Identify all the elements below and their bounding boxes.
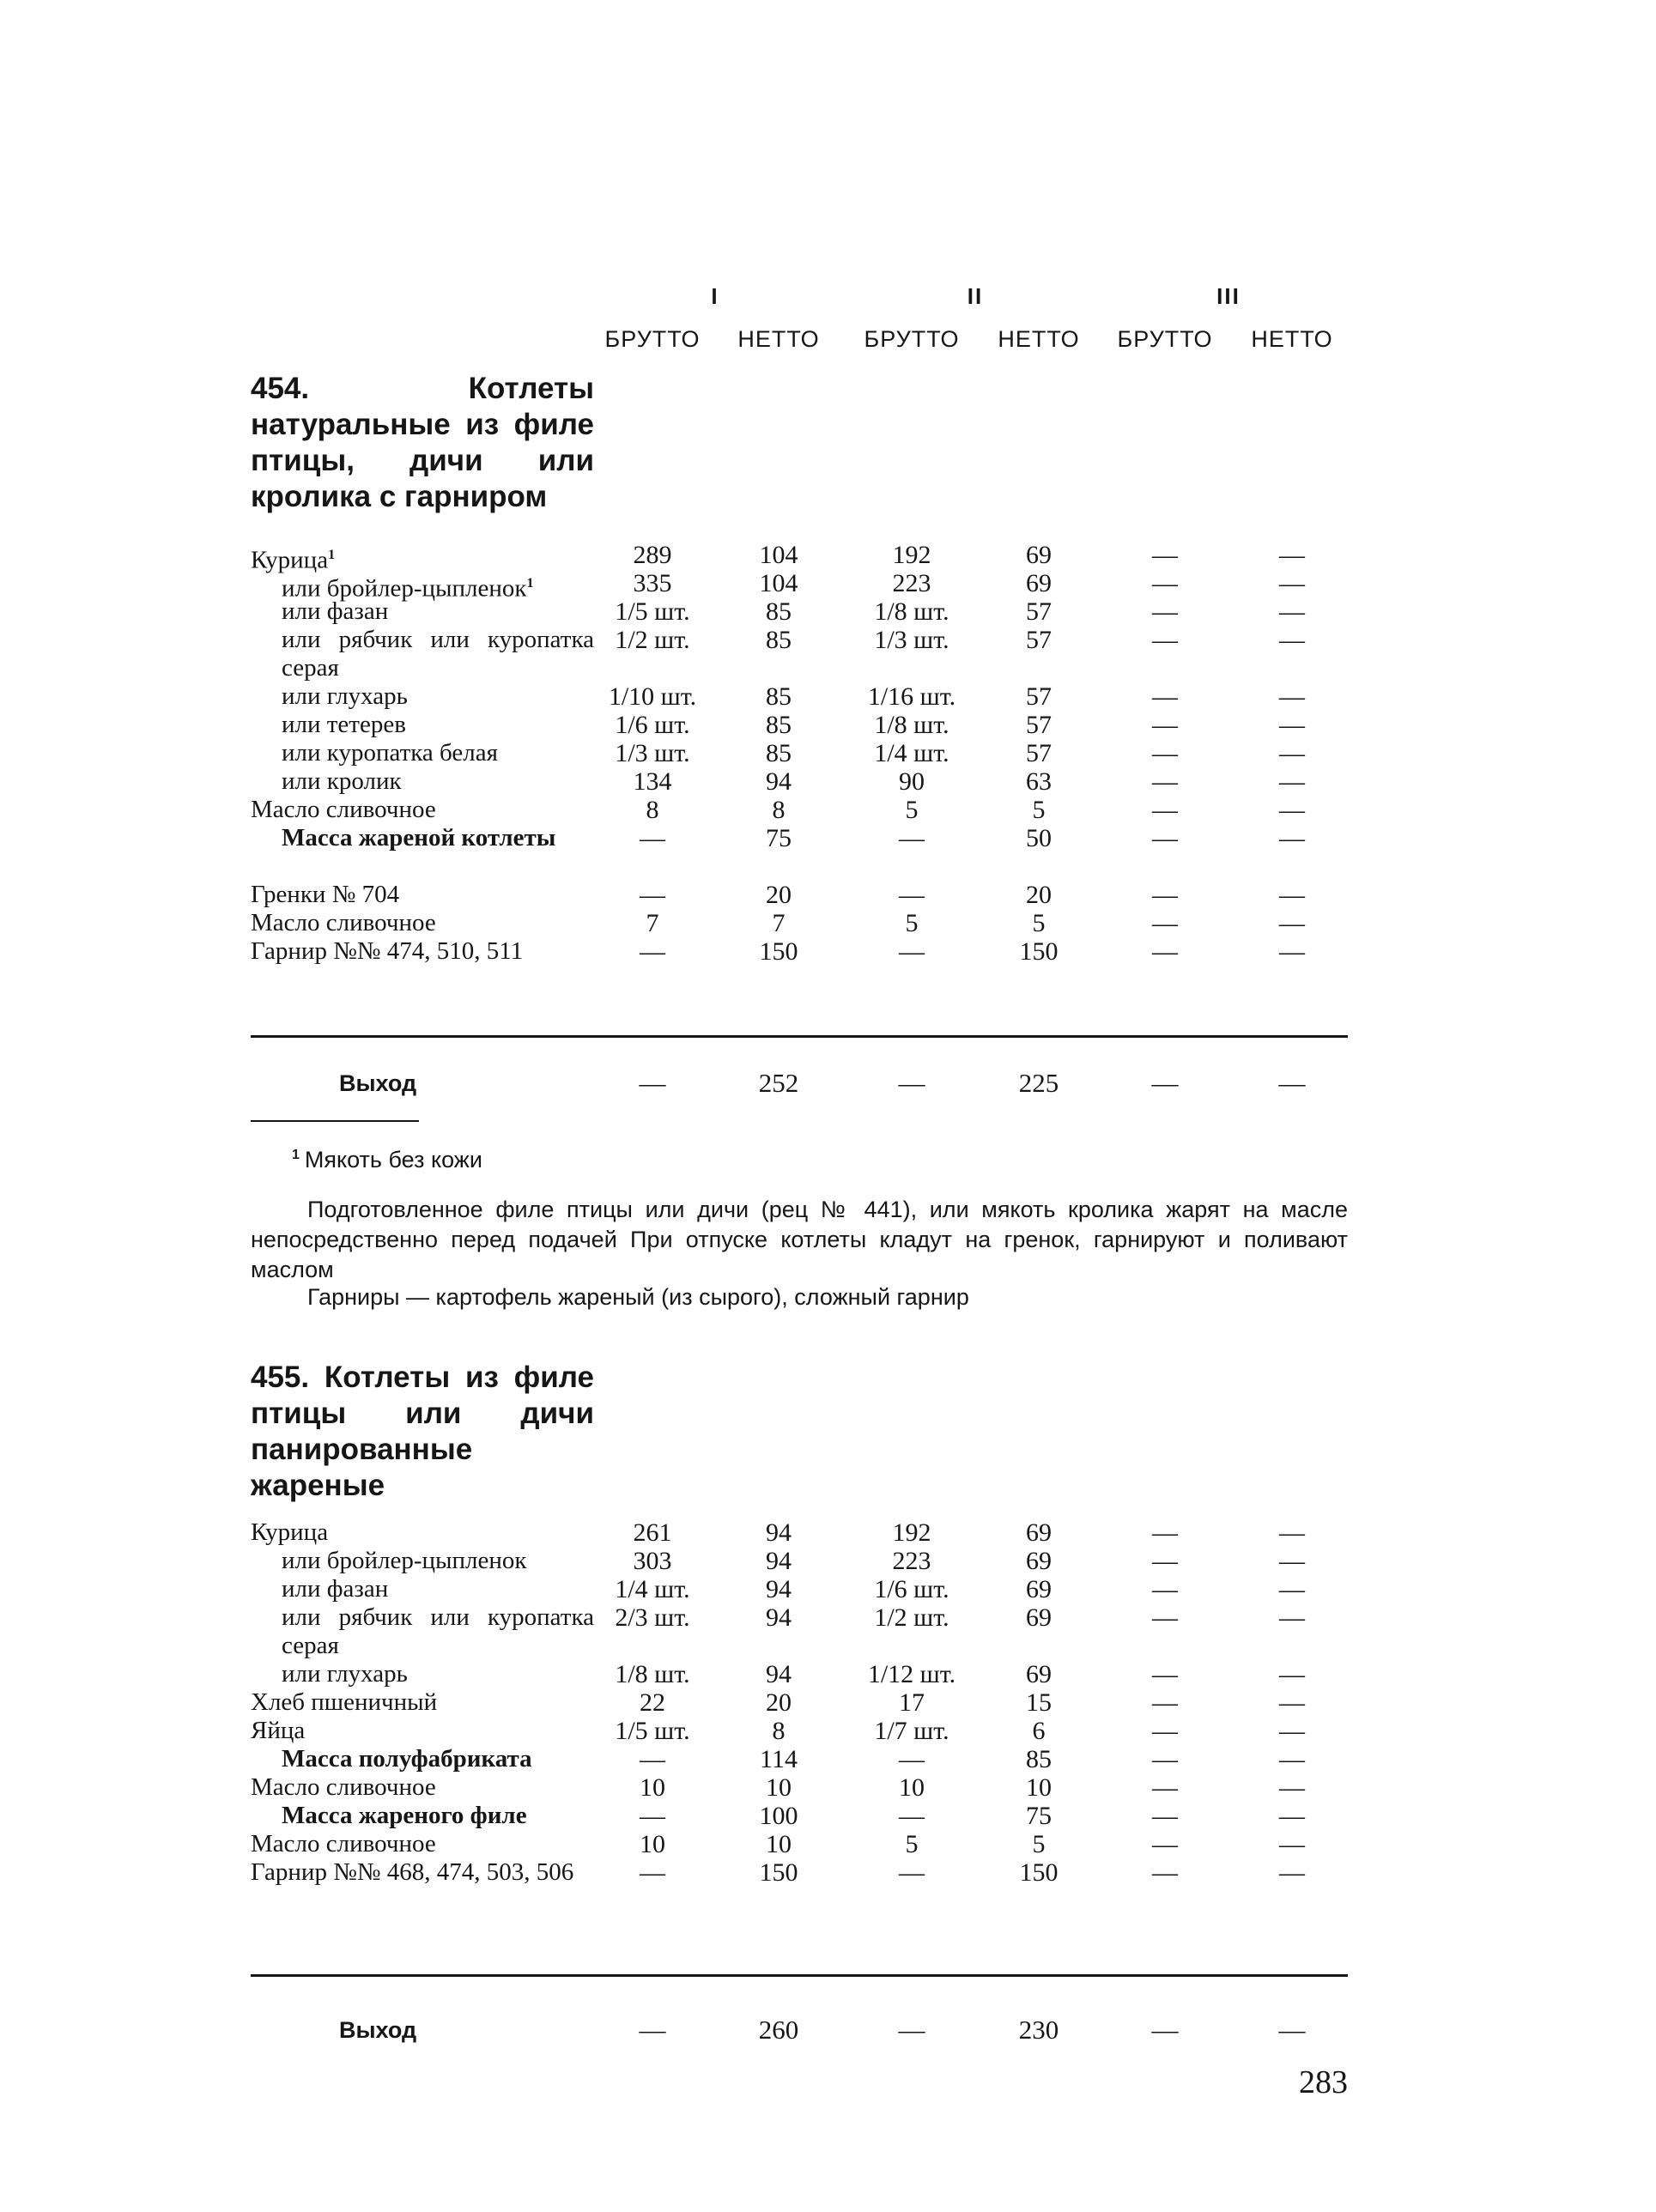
net-3: — xyxy=(1279,569,1305,597)
table-row xyxy=(0,541,1656,574)
gross-2: 1/16 шт. xyxy=(867,682,956,711)
gross-2: 192 xyxy=(892,541,931,569)
net-1: 114 xyxy=(760,1745,798,1773)
gross-3: — xyxy=(1152,796,1178,824)
column-header: БРУТТО xyxy=(604,326,701,352)
gross-1: — xyxy=(640,881,665,909)
net-3: — xyxy=(1279,937,1305,966)
output-gross-3: — xyxy=(1151,2015,1179,2045)
gross-3: — xyxy=(1152,1575,1178,1603)
gross-3: — xyxy=(1152,1603,1178,1632)
gross-3: — xyxy=(1152,1830,1178,1858)
gross-2: — xyxy=(899,881,925,909)
gross-2: — xyxy=(899,1745,925,1773)
net-1: 104 xyxy=(759,569,798,597)
net-3: — xyxy=(1279,1688,1305,1717)
output-net-1: 252 xyxy=(758,1068,799,1098)
net-3: — xyxy=(1279,1518,1305,1547)
table-row xyxy=(0,1660,1656,1688)
net-3: — xyxy=(1279,824,1305,852)
net-3: — xyxy=(1279,881,1305,909)
gross-3: — xyxy=(1152,909,1178,937)
gross-1: 303 xyxy=(633,1547,672,1575)
gross-1: 2/3 шт. xyxy=(615,1603,690,1632)
output-gross-1: — xyxy=(639,2015,666,2045)
gross-2: — xyxy=(899,1802,925,1830)
table-row xyxy=(0,937,1656,994)
recipe-454-title: 454. Котлеты натуральные из филе птицы, дичи или кролика с гарниром xyxy=(251,372,594,513)
ingredient-name: Гарнир №№ 474, 510, 511 xyxy=(251,937,524,965)
net-1: 8 xyxy=(772,1717,786,1745)
net-2: 57 xyxy=(1026,626,1052,654)
gross-1: 335 xyxy=(633,569,672,597)
gross-2: 1/8 шт. xyxy=(874,597,949,626)
gross-2: 1/6 шт. xyxy=(874,1575,949,1603)
net-1: 8 xyxy=(772,796,786,824)
gross-3: — xyxy=(1152,1688,1178,1717)
column-header: БРУТТО xyxy=(864,326,960,352)
gross-3: — xyxy=(1152,739,1178,767)
gross-2: 223 xyxy=(892,569,931,597)
gross-2: 223 xyxy=(892,1547,931,1575)
net-1: 85 xyxy=(766,682,792,711)
ingredient-name: или фазан xyxy=(282,597,389,625)
recipe-455-output-row xyxy=(0,2013,1656,2047)
net-3: — xyxy=(1279,711,1305,739)
output-label: Выход xyxy=(339,2017,417,2043)
table-row xyxy=(0,1745,1656,1773)
net-2: 69 xyxy=(1026,1660,1052,1688)
gross-2: 1/12 шт. xyxy=(867,1660,956,1688)
net-3: — xyxy=(1279,767,1305,796)
gross-1: — xyxy=(640,1745,665,1773)
gross-1: 1/2 шт. xyxy=(615,626,690,654)
gross-1: 1/3 шт. xyxy=(615,739,690,767)
gross-3: — xyxy=(1152,682,1178,711)
net-2: 5 xyxy=(1032,796,1046,824)
footnote-divider xyxy=(251,1120,419,1122)
gross-1: 22 xyxy=(640,1688,665,1717)
column-group-3: III xyxy=(1216,283,1240,309)
gross-3: — xyxy=(1152,1518,1178,1547)
gross-1: — xyxy=(640,937,665,966)
net-2: 57 xyxy=(1026,739,1052,767)
gross-1: 261 xyxy=(633,1518,672,1547)
ingredient-name: или куропатка белая xyxy=(282,739,498,767)
net-1: 150 xyxy=(759,1858,798,1887)
output-net-3: — xyxy=(1278,1068,1306,1098)
page-number: 283 xyxy=(1299,2064,1348,2100)
gross-1: 289 xyxy=(633,541,672,569)
ingredient-name: Курица xyxy=(251,1518,329,1546)
net-2: 50 xyxy=(1026,824,1052,852)
gross-2: — xyxy=(899,937,925,966)
net-3: — xyxy=(1279,626,1305,654)
table-divider xyxy=(251,1974,1348,1977)
footnote-marker: 1 xyxy=(526,576,534,591)
output-net-1: 260 xyxy=(758,2015,799,2045)
footnote: $^1$ Мякоть без кожи xyxy=(292,1147,482,1173)
ingredient-name: или кролик xyxy=(282,767,402,795)
column-header-row xyxy=(0,326,1656,361)
net-2: 6 xyxy=(1032,1717,1046,1745)
output-gross-2: — xyxy=(898,1068,925,1098)
gross-1: 1/5 шт. xyxy=(615,597,690,626)
net-2: 150 xyxy=(1019,937,1059,966)
gross-1: 1/10 шт. xyxy=(608,682,697,711)
gross-1: 134 xyxy=(633,767,672,796)
gross-1: 1/4 шт. xyxy=(615,1575,690,1603)
table-row xyxy=(0,796,1656,824)
table-row xyxy=(0,1518,1656,1547)
net-2: 150 xyxy=(1019,1858,1059,1887)
net-1: 20 xyxy=(766,881,792,909)
output-net-2: 230 xyxy=(1018,2015,1059,2045)
net-2: 57 xyxy=(1026,682,1052,711)
gross-3: — xyxy=(1152,881,1178,909)
net-3: — xyxy=(1279,1603,1305,1632)
gross-1: 1/8 шт. xyxy=(615,1660,690,1688)
net-3: — xyxy=(1279,541,1305,569)
gross-3: — xyxy=(1152,569,1178,597)
net-1: 85 xyxy=(766,711,792,739)
net-1: 85 xyxy=(766,739,792,767)
ingredient-name: или тетерев xyxy=(282,711,406,738)
column-header: НЕТТО xyxy=(737,326,820,352)
table-row xyxy=(0,1547,1656,1575)
ingredient-name: Яйца xyxy=(251,1717,306,1744)
column-group-1: I xyxy=(711,283,719,309)
gross-1: 7 xyxy=(646,909,659,937)
output-label: Выход xyxy=(339,1070,417,1096)
net-2: 20 xyxy=(1026,881,1052,909)
table-row xyxy=(0,1830,1656,1858)
gross-2: 1/4 шт. xyxy=(874,739,949,767)
recipe-454-output-row xyxy=(0,1066,1656,1100)
net-1: 100 xyxy=(759,1802,798,1830)
net-2: 57 xyxy=(1026,597,1052,626)
recipe-454-instructions: Подготовленное филе птицы или дичи (рец № 441), или мякоть кролика жарят на масле непосредственно перед подачей При отпуске котлеты кладут на гренок, гарнируют и поливают маслом xyxy=(251,1197,1348,1282)
output-gross-1: — xyxy=(639,1068,666,1098)
table-row xyxy=(0,1858,1656,1915)
column-group-2: II xyxy=(967,283,984,309)
net-2: 85 xyxy=(1026,1745,1052,1773)
ingredient-name: Масса полуфабриката xyxy=(282,1745,532,1773)
gross-1: 1/5 шт. xyxy=(615,1717,690,1745)
recipe-455-title: 455. Котлеты из филе птицы или дичи панированные жареные xyxy=(251,1361,594,1502)
column-header: НЕТТО xyxy=(1251,326,1333,352)
net-2: 5 xyxy=(1032,1830,1046,1858)
output-net-2: 225 xyxy=(1018,1068,1059,1098)
ingredient-name: или глухарь xyxy=(282,1660,408,1688)
table-row xyxy=(0,1802,1656,1830)
column-group-row xyxy=(0,283,1656,318)
recipe-455-table xyxy=(0,1518,1656,1915)
net-1: 85 xyxy=(766,626,792,654)
net-3: — xyxy=(1279,1660,1305,1688)
gross-3: — xyxy=(1152,824,1178,852)
ingredient-name: Гренки № 704 xyxy=(251,881,400,908)
table-row xyxy=(0,739,1656,767)
gross-2: 17 xyxy=(899,1688,925,1717)
net-1: 94 xyxy=(766,1575,792,1603)
column-header: НЕТТО xyxy=(998,326,1080,352)
net-1: 7 xyxy=(772,909,786,937)
gross-2: 1/3 шт. xyxy=(874,626,949,654)
gross-3: — xyxy=(1152,1745,1178,1773)
table-row xyxy=(0,1575,1656,1603)
table-row xyxy=(0,881,1656,909)
recipe-454-table xyxy=(0,541,1656,994)
net-1: 20 xyxy=(766,1688,792,1717)
net-2: 69 xyxy=(1026,1575,1052,1603)
table-row xyxy=(0,767,1656,796)
net-2: 75 xyxy=(1026,1802,1052,1830)
gross-2: 1/8 шт. xyxy=(874,711,949,739)
table-row xyxy=(0,1603,1656,1660)
output-net-3: — xyxy=(1278,2015,1306,2045)
net-1: 10 xyxy=(766,1773,792,1802)
net-2: 69 xyxy=(1026,1547,1052,1575)
net-2: 63 xyxy=(1026,767,1052,796)
net-1: 10 xyxy=(766,1830,792,1858)
gross-3: — xyxy=(1152,597,1178,626)
net-2: 57 xyxy=(1026,711,1052,739)
footnote-marker: 1 xyxy=(328,548,336,562)
net-2: 69 xyxy=(1026,1603,1052,1632)
gross-1: 10 xyxy=(640,1830,665,1858)
net-2: 69 xyxy=(1026,541,1052,569)
column-header: БРУТТО xyxy=(1117,326,1213,352)
net-3: — xyxy=(1279,1858,1305,1887)
net-3: — xyxy=(1279,1717,1305,1745)
gross-1: 10 xyxy=(640,1773,665,1802)
net-3: — xyxy=(1279,1830,1305,1858)
ingredient-name: или рябчик или куропатка серая xyxy=(282,626,594,682)
gross-2: 10 xyxy=(899,1773,925,1802)
gross-2: 5 xyxy=(905,1830,919,1858)
gross-1: 8 xyxy=(646,796,659,824)
table-row xyxy=(0,569,1656,603)
table-row xyxy=(0,1773,1656,1802)
table-row xyxy=(0,824,1656,881)
table-row xyxy=(0,711,1656,739)
output-gross-2: — xyxy=(898,2015,925,2045)
gross-3: — xyxy=(1152,626,1178,654)
gross-2: 192 xyxy=(892,1518,931,1547)
gross-3: — xyxy=(1152,767,1178,796)
gross-1: 1/6 шт. xyxy=(615,711,690,739)
gross-1: — xyxy=(640,824,665,852)
gross-2: 5 xyxy=(905,796,919,824)
net-2: 15 xyxy=(1026,1688,1052,1717)
ingredient-name: или фазан xyxy=(282,1575,389,1603)
ingredient-name: Хлеб пшеничный xyxy=(251,1688,438,1716)
recipe-454-garnish-note: Гарниры — картофель жареный (из сырого), сложный гарнир xyxy=(307,1284,969,1310)
gross-2: 5 xyxy=(905,909,919,937)
gross-1: — xyxy=(640,1858,665,1887)
ingredient-name: или глухарь xyxy=(282,682,408,710)
net-3: — xyxy=(1279,1745,1305,1773)
ingredient-name: Масса жареного филе xyxy=(282,1802,527,1829)
ingredient-name: Масло сливочное xyxy=(251,1773,436,1801)
gross-3: — xyxy=(1152,937,1178,966)
gross-3: — xyxy=(1152,1802,1178,1830)
table-row xyxy=(0,909,1656,937)
ingredient-name: Масса жареной котлеты xyxy=(282,824,556,851)
gross-2: — xyxy=(899,824,925,852)
net-1: 94 xyxy=(766,1660,792,1688)
table-row xyxy=(0,1688,1656,1717)
ingredient-name: или рябчик или куропатка серая xyxy=(282,1603,594,1659)
net-1: 94 xyxy=(766,1547,792,1575)
net-1: 94 xyxy=(766,767,792,796)
net-2: 5 xyxy=(1032,909,1046,937)
net-3: — xyxy=(1279,1575,1305,1603)
gross-3: — xyxy=(1152,1717,1178,1745)
ingredient-name: или бройлер-цыпленок$^1$ xyxy=(282,574,534,603)
gross-2: 1/2 шт. xyxy=(874,1603,949,1632)
net-1: 94 xyxy=(766,1603,792,1632)
net-1: 85 xyxy=(766,597,792,626)
gross-3: — xyxy=(1152,1858,1178,1887)
ingredient-name: Курица$^1$ xyxy=(251,546,336,574)
table-row xyxy=(0,597,1656,626)
output-gross-3: — xyxy=(1151,1068,1179,1098)
table-divider xyxy=(251,1035,1348,1038)
ingredient-name: или бройлер-цыпленок xyxy=(282,1547,527,1574)
net-1: 94 xyxy=(766,1518,792,1547)
net-3: — xyxy=(1279,796,1305,824)
table-row xyxy=(0,682,1656,711)
gross-3: — xyxy=(1152,711,1178,739)
net-1: 150 xyxy=(759,937,798,966)
table-row xyxy=(0,626,1656,682)
table-row xyxy=(0,1717,1656,1745)
ingredient-name: Масло сливочное xyxy=(251,1830,436,1857)
net-3: — xyxy=(1279,909,1305,937)
net-3: — xyxy=(1279,1773,1305,1802)
ingredient-name: Масло сливочное xyxy=(251,796,436,823)
net-1: 75 xyxy=(766,824,792,852)
ingredient-name: Гарнир №№ 468, 474, 503, 506 xyxy=(251,1858,574,1886)
gross-3: — xyxy=(1152,1547,1178,1575)
net-1: 104 xyxy=(759,541,798,569)
gross-3: — xyxy=(1152,541,1178,569)
net-2: 69 xyxy=(1026,569,1052,597)
gross-2: — xyxy=(899,1858,925,1887)
gross-2: 90 xyxy=(899,767,925,796)
net-3: — xyxy=(1279,739,1305,767)
net-3: — xyxy=(1279,597,1305,626)
net-3: — xyxy=(1279,682,1305,711)
net-3: — xyxy=(1279,1547,1305,1575)
net-2: 10 xyxy=(1026,1773,1052,1802)
net-3: — xyxy=(1279,1802,1305,1830)
gross-3: — xyxy=(1152,1660,1178,1688)
net-2: 69 xyxy=(1026,1518,1052,1547)
gross-1: — xyxy=(640,1802,665,1830)
footnote-marker: 1 xyxy=(292,1148,300,1162)
gross-2: 1/7 шт. xyxy=(874,1717,949,1745)
gross-3: — xyxy=(1152,1773,1178,1802)
ingredient-name: Масло сливочное xyxy=(251,909,436,936)
